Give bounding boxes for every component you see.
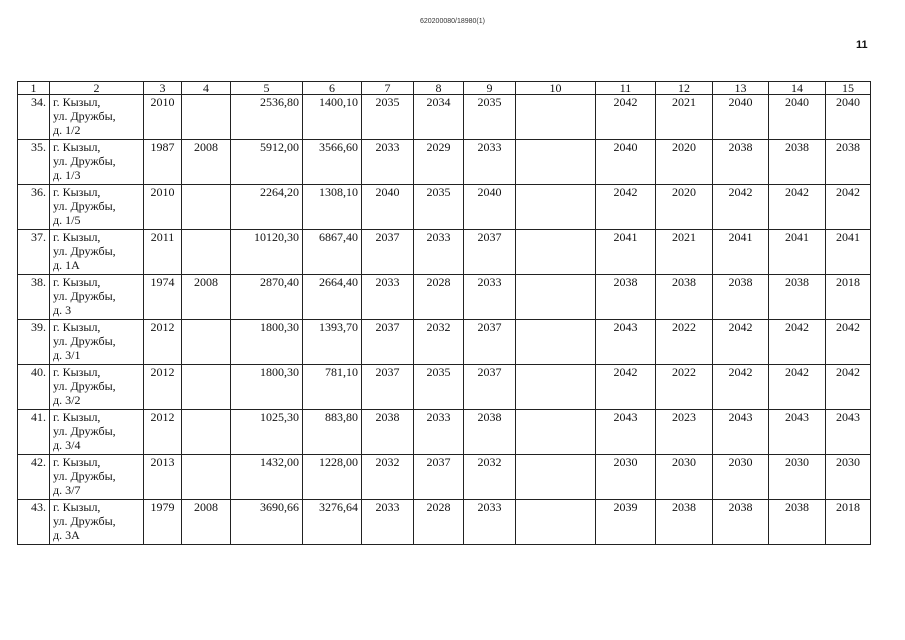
table-cell: 2038 <box>826 140 871 185</box>
table-cell: 2042 <box>826 185 871 230</box>
table-cell: 1974 <box>144 275 182 320</box>
address-cell: г. Кызыл, ул. Дружбы, д. 3 <box>50 275 144 320</box>
table-cell: 2040 <box>464 185 516 230</box>
table-cell: 2041 <box>596 230 656 275</box>
table-cell: 2038 <box>713 140 769 185</box>
table-cell: 2034 <box>414 95 464 140</box>
table-cell: 2035 <box>362 95 414 140</box>
table-cell: 1308,10 <box>303 185 362 230</box>
table-cell: 41. <box>18 410 50 455</box>
table-cell: 2038 <box>656 275 713 320</box>
table-cell: 2029 <box>414 140 464 185</box>
page-number: 11 <box>856 39 868 51</box>
column-header: 5 <box>231 82 303 95</box>
table-cell: 2037 <box>414 455 464 500</box>
table-cell: 2042 <box>769 185 826 230</box>
table-cell <box>516 410 596 455</box>
table-cell: 781,10 <box>303 365 362 410</box>
table-cell: 2012 <box>144 410 182 455</box>
table-cell: 2043 <box>596 320 656 365</box>
table-row <box>18 455 871 500</box>
table-cell: 1228,00 <box>303 455 362 500</box>
table-cell: 2042 <box>713 365 769 410</box>
table-cell: 2039 <box>596 500 656 545</box>
column-header: 11 <box>596 82 656 95</box>
table-row <box>18 365 871 410</box>
table-cell: 2018 <box>826 500 871 545</box>
column-header: 8 <box>414 82 464 95</box>
table-cell <box>516 455 596 500</box>
table-cell <box>182 320 231 365</box>
table-cell: 2041 <box>769 230 826 275</box>
table-cell: 2038 <box>769 140 826 185</box>
address-cell: г. Кызыл, ул. Дружбы, д. 3/1 <box>50 320 144 365</box>
table-cell: 2033 <box>362 500 414 545</box>
column-header: 6 <box>303 82 362 95</box>
table-cell: 1400,10 <box>303 95 362 140</box>
table-cell: 2021 <box>656 230 713 275</box>
table-cell: 2038 <box>362 410 414 455</box>
address-cell: г. Кызыл, ул. Дружбы, д. 1/2 <box>50 95 144 140</box>
table-cell: 2012 <box>144 320 182 365</box>
table-cell: 2043 <box>826 410 871 455</box>
table-cell: 36. <box>18 185 50 230</box>
table-cell <box>182 365 231 410</box>
table-cell: 1393,70 <box>303 320 362 365</box>
table-cell <box>182 410 231 455</box>
table-cell: 2032 <box>464 455 516 500</box>
table-cell: 2030 <box>713 455 769 500</box>
column-header: 14 <box>769 82 826 95</box>
table-cell: 2033 <box>464 140 516 185</box>
table-cell: 2040 <box>362 185 414 230</box>
table-cell: 2022 <box>656 365 713 410</box>
table-cell: 1987 <box>144 140 182 185</box>
table-cell: 2038 <box>713 275 769 320</box>
table-cell: 2008 <box>182 275 231 320</box>
table-cell: 2536,80 <box>231 95 303 140</box>
table-cell: 35. <box>18 140 50 185</box>
table-cell: 2012 <box>144 365 182 410</box>
table-cell: 39. <box>18 320 50 365</box>
table-cell: 2041 <box>826 230 871 275</box>
table-row <box>18 410 871 455</box>
address-cell: г. Кызыл, ул. Дружбы, д. 1/5 <box>50 185 144 230</box>
table-cell <box>516 230 596 275</box>
table-cell: 5912,00 <box>231 140 303 185</box>
table-cell <box>182 185 231 230</box>
table-cell: 2037 <box>362 365 414 410</box>
table-cell: 2030 <box>596 455 656 500</box>
table-cell: 2021 <box>656 95 713 140</box>
table-row <box>18 500 871 545</box>
table-cell: 2033 <box>464 275 516 320</box>
table-cell: 2040 <box>596 140 656 185</box>
table-cell: 2033 <box>414 410 464 455</box>
table-cell: 2038 <box>596 275 656 320</box>
table-cell: 42. <box>18 455 50 500</box>
table-cell: 2043 <box>596 410 656 455</box>
table-row <box>18 185 871 230</box>
table-cell: 2035 <box>464 95 516 140</box>
table-cell <box>516 500 596 545</box>
table-cell: 1800,30 <box>231 320 303 365</box>
table-cell: 38. <box>18 275 50 320</box>
table-cell: 2043 <box>713 410 769 455</box>
table-row <box>18 275 871 320</box>
table-cell: 2030 <box>656 455 713 500</box>
table-cell: 2018 <box>826 275 871 320</box>
table-cell: 2042 <box>713 320 769 365</box>
address-cell: г. Кызыл, ул. Дружбы, д. 1А <box>50 230 144 275</box>
column-header: 12 <box>656 82 713 95</box>
table-cell <box>182 95 231 140</box>
table-cell <box>182 230 231 275</box>
column-header: 1 <box>18 82 50 95</box>
table-cell: 2037 <box>464 230 516 275</box>
table-cell: 1800,30 <box>231 365 303 410</box>
table-cell: 2037 <box>362 230 414 275</box>
column-header: 2 <box>50 82 144 95</box>
table-cell: 2037 <box>464 320 516 365</box>
table-cell: 2023 <box>656 410 713 455</box>
table-cell: 2022 <box>656 320 713 365</box>
table-cell: 3276,64 <box>303 500 362 545</box>
housing-table <box>17 81 871 545</box>
table-cell <box>516 185 596 230</box>
table-cell: 2042 <box>769 365 826 410</box>
address-cell: г. Кызыл, ул. Дружбы, д. 3/7 <box>50 455 144 500</box>
table-cell: 2038 <box>656 500 713 545</box>
table-cell: 2038 <box>464 410 516 455</box>
table-cell: 2042 <box>769 320 826 365</box>
table-cell: 2038 <box>713 500 769 545</box>
table-cell <box>516 275 596 320</box>
document-code: 620200080/18980(1) <box>419 18 485 25</box>
table-row <box>18 230 871 275</box>
table-cell: 2011 <box>144 230 182 275</box>
table-cell: 2020 <box>656 185 713 230</box>
table-cell: 2028 <box>414 275 464 320</box>
table-cell: 2042 <box>596 365 656 410</box>
table-cell: 2033 <box>414 230 464 275</box>
table-cell: 2264,20 <box>231 185 303 230</box>
table-cell: 3566,60 <box>303 140 362 185</box>
table-row <box>18 140 871 185</box>
table-cell: 2010 <box>144 95 182 140</box>
column-header: 10 <box>516 82 596 95</box>
table-cell: 2043 <box>769 410 826 455</box>
table-cell: 2033 <box>464 500 516 545</box>
table-cell: 40. <box>18 365 50 410</box>
table-cell <box>516 320 596 365</box>
table-cell: 2664,40 <box>303 275 362 320</box>
table-cell: 2010 <box>144 185 182 230</box>
column-header: 15 <box>826 82 871 95</box>
table-cell: 2038 <box>769 500 826 545</box>
table-cell <box>516 95 596 140</box>
table-cell: 2033 <box>362 275 414 320</box>
table-cell: 1979 <box>144 500 182 545</box>
table-cell: 2040 <box>826 95 871 140</box>
column-header: 7 <box>362 82 414 95</box>
table-cell: 2028 <box>414 500 464 545</box>
table-cell: 10120,30 <box>231 230 303 275</box>
table-cell: 2020 <box>656 140 713 185</box>
table-cell: 37. <box>18 230 50 275</box>
table-cell: 34. <box>18 95 50 140</box>
table-cell: 6867,40 <box>303 230 362 275</box>
table-cell: 2013 <box>144 455 182 500</box>
table-cell: 2037 <box>362 320 414 365</box>
table-cell: 2030 <box>769 455 826 500</box>
table-cell: 2032 <box>362 455 414 500</box>
table-cell: 2032 <box>414 320 464 365</box>
table-cell: 2870,40 <box>231 275 303 320</box>
table-cell: 2008 <box>182 140 231 185</box>
table-cell: 2040 <box>713 95 769 140</box>
table-cell: 1432,00 <box>231 455 303 500</box>
header-row <box>18 82 871 95</box>
table-cell: 2042 <box>596 95 656 140</box>
table-cell: 2037 <box>464 365 516 410</box>
table-cell: 2030 <box>826 455 871 500</box>
table-cell: 2042 <box>826 365 871 410</box>
table-cell: 2035 <box>414 365 464 410</box>
column-header: 13 <box>713 82 769 95</box>
table-cell: 2042 <box>713 185 769 230</box>
table-row <box>18 95 871 140</box>
table-cell: 1025,30 <box>231 410 303 455</box>
table-cell <box>516 140 596 185</box>
table-cell <box>182 455 231 500</box>
address-cell: г. Кызыл, ул. Дружбы, д. 1/3 <box>50 140 144 185</box>
table-cell: 2041 <box>713 230 769 275</box>
table-cell: 2033 <box>362 140 414 185</box>
table-cell: 2042 <box>826 320 871 365</box>
column-header: 3 <box>144 82 182 95</box>
table-cell: 43. <box>18 500 50 545</box>
table-cell: 883,80 <box>303 410 362 455</box>
table-cell: 2040 <box>769 95 826 140</box>
table-cell: 2042 <box>596 185 656 230</box>
table-cell: 2008 <box>182 500 231 545</box>
address-cell: г. Кызыл, ул. Дружбы, д. 3/4 <box>50 410 144 455</box>
address-cell: г. Кызыл, ул. Дружбы, д. 3/2 <box>50 365 144 410</box>
table-cell <box>516 365 596 410</box>
column-header: 4 <box>182 82 231 95</box>
table-row <box>18 320 871 365</box>
column-header: 9 <box>464 82 516 95</box>
table-cell: 3690,66 <box>231 500 303 545</box>
table-cell: 2035 <box>414 185 464 230</box>
table-cell: 2038 <box>769 275 826 320</box>
address-cell: г. Кызыл, ул. Дружбы, д. 3А <box>50 500 144 545</box>
